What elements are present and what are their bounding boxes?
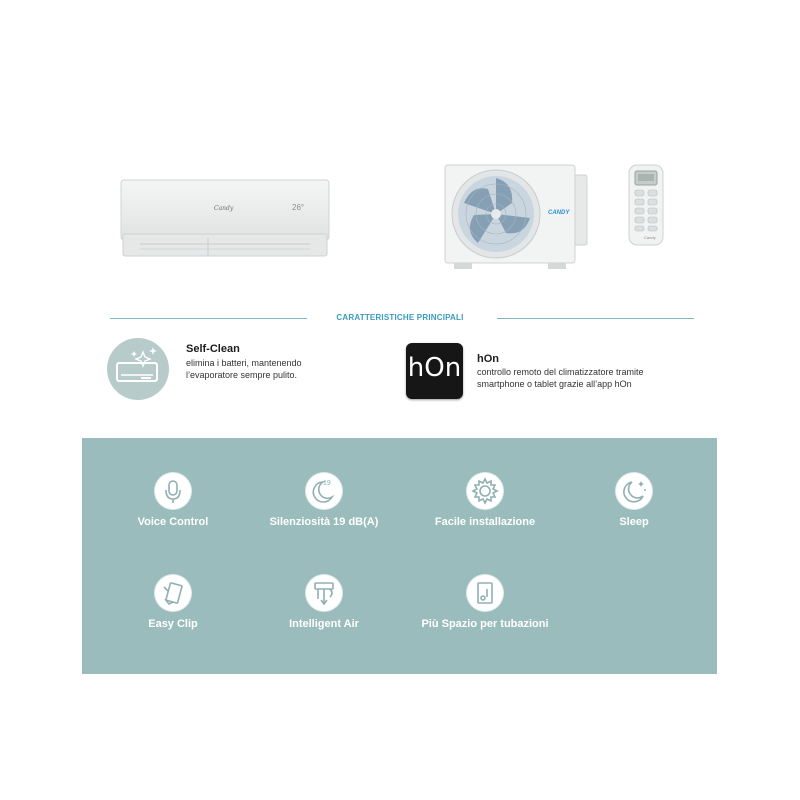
decibel-value: 19 <box>323 480 331 487</box>
outdoor-unit-image <box>444 163 594 271</box>
remote-brand: Candy <box>644 235 656 240</box>
pipe-space-icon <box>467 575 503 611</box>
moon-stars-icon <box>616 473 652 509</box>
section-divider-left <box>110 318 307 319</box>
hon-title: hOn <box>477 353 499 365</box>
feature-label-intelligent-air: Intelligent Air <box>289 618 359 630</box>
self-clean-title: Self-Clean <box>186 343 240 355</box>
feature-label-voice-control: Voice Control <box>137 516 209 528</box>
self-clean-desc-line-2: l’evaporatore sempre pulito. <box>186 370 298 380</box>
feature-label-facile-installazione: Facile installazione <box>434 516 536 528</box>
easy-clip-icon <box>155 575 191 611</box>
hon-logo-text: hOn <box>407 353 462 383</box>
indoor-unit-brand: Candy <box>214 205 234 212</box>
section-title: CARATTERISTICHE PRINCIPALI <box>336 313 464 322</box>
feature-label-sleep: Sleep <box>619 516 649 528</box>
self-clean-icon <box>107 338 169 400</box>
airflow-icon <box>306 575 342 611</box>
hon-logo <box>406 343 463 399</box>
feature-label-piu-spazio: Più Spazio per tubazioni <box>421 618 549 630</box>
remote-control-image <box>627 164 665 246</box>
hon-desc-line-2: smartphone o tablet grazie all’app hOn <box>477 379 632 389</box>
indoor-unit-display: 26° <box>292 203 305 212</box>
section-divider-right <box>497 318 694 319</box>
microphone-icon <box>155 473 191 509</box>
moon-decibel-icon <box>306 473 342 509</box>
gear-icon <box>467 473 503 509</box>
feature-label-silenziosita: Silenziosità 19 dB(A) <box>269 516 379 528</box>
indoor-unit-image <box>120 178 330 258</box>
hon-desc-line-1: controllo remoto del climatizzatore tramite <box>477 367 644 377</box>
feature-label-easy-clip: Easy Clip <box>148 618 198 630</box>
self-clean-desc-line-1: elimina i batteri, mantenendo <box>186 358 302 368</box>
outdoor-unit-brand: CANDY <box>548 210 570 216</box>
